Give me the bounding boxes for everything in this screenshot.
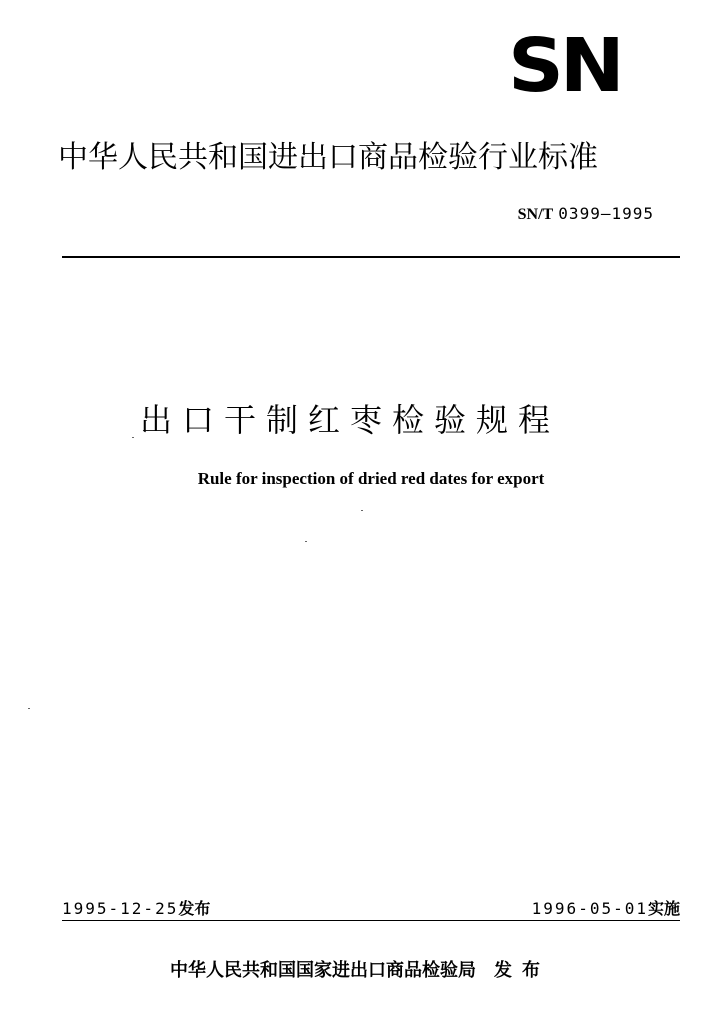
scan-speck [132,437,134,438]
effective-label: 实施 [647,899,680,918]
scan-speck [361,510,363,511]
footer-divider [62,920,680,921]
standard-code-prefix: SN/T [517,206,554,223]
document-title-chinese: 出口干制红枣检验规程 [140,401,561,439]
release-date: 1995-12-25 [62,899,179,918]
effective-date: 1996-05-01 [531,899,648,918]
release-label: 发布 [178,899,211,918]
issue-label: 发布 [494,960,550,981]
document-title-english: Rule for inspection of dried red dates for export [197,469,545,488]
industry-standard-title: 中华人民共和国进出口商品检验行业标准 [58,140,598,175]
sn-logo: SN [508,23,621,109]
scan-speck [28,708,30,709]
header-divider [62,256,680,258]
standard-code-number: 0399—1995 [558,204,654,223]
standard-code [518,204,654,225]
release-date-line [62,898,210,920]
issuer-name: 中华人民共和国国家进出口商品检验局 [170,960,476,981]
effective-date-line [532,898,680,920]
issuer-line [170,958,550,984]
scan-speck [305,541,307,542]
